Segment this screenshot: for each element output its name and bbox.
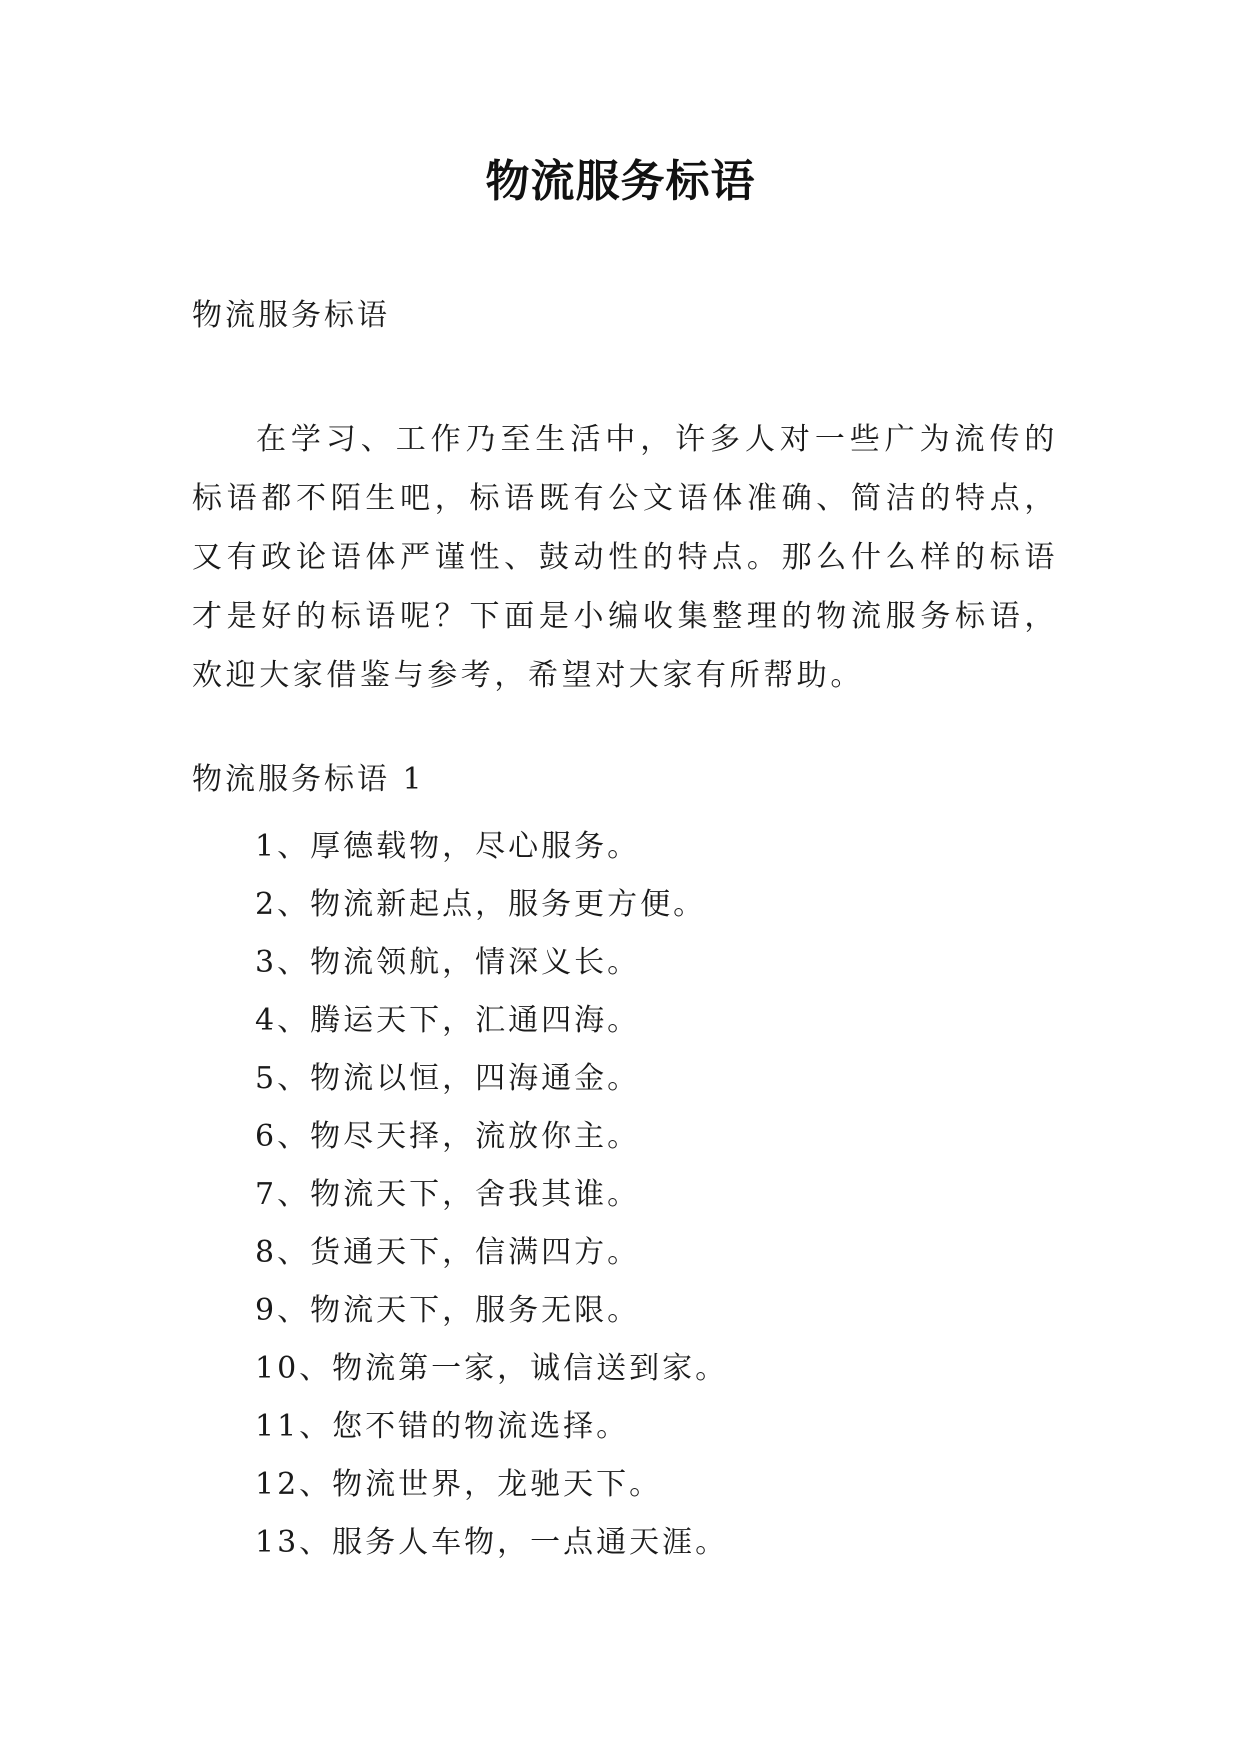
section-heading: 物流服务标语 1 — [192, 762, 425, 797]
slogan-item: 12、物流世界，龙驰天下。 — [255, 1467, 663, 1502]
slogan-item: 9、物流天下，服务无限。 — [255, 1293, 641, 1328]
slogan-item: 10、物流第一家，诚信送到家。 — [255, 1351, 729, 1386]
slogan-item: 5、物流以恒，四海通金。 — [255, 1061, 641, 1096]
slogan-item: 13、服务人车物，一点通天涯。 — [255, 1525, 729, 1560]
slogan-item: 8、货通天下，信满四方。 — [255, 1235, 641, 1270]
slogan-item: 6、物尽天择，流放你主。 — [255, 1119, 641, 1154]
slogan-item: 4、腾运天下，汇通四海。 — [255, 1003, 641, 1038]
slogan-list — [255, 818, 728, 1572]
slogan-item: 7、物流天下，舍我其谁。 — [255, 1177, 641, 1212]
document-subtitle: 物流服务标语 — [192, 298, 390, 333]
intro-paragraph: 在学习、工作乃至生活中，许多人对一些广为流传的标语都不陌生吧，标语既有公文语体准确、简洁的特点，又有政论语体严谨性、鼓动性的特点。那么什么样的标语才是好的标语呢？下面是小编收集整理的物流服务标语，欢迎大家借鉴与参考，希望对大家有所帮助。 — [192, 422, 1058, 693]
slogan-item: 1、厚德载物，尽心服务。 — [255, 829, 641, 864]
document-title: 物流服务标语 — [485, 156, 756, 207]
slogan-item: 2、物流新起点，服务更方便。 — [255, 887, 707, 922]
slogan-item: 11、您不错的物流选择。 — [255, 1409, 630, 1444]
slogan-item: 3、物流领航，情深义长。 — [255, 945, 641, 980]
